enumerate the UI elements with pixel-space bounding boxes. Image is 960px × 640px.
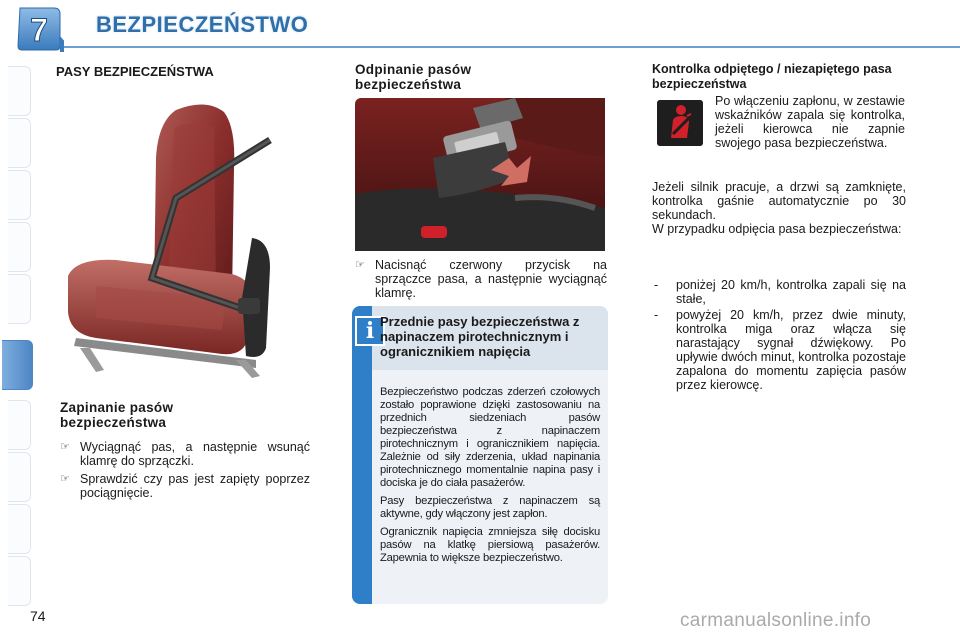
section-heading-warning-light: Kontrolka odpiętego / niezapiętego pasa bezpieczeństwa (652, 62, 892, 91)
list-item: ☞ Wyciągnąć pas, a następnie wsunąć klamrę do sprzączki. (60, 440, 310, 468)
info-paragraph: Pasy bezpieczeństwa z napinaczem są aktywne, gdy włączony jest zapłon. (380, 495, 600, 520)
seat-with-seatbelt-image (56, 98, 311, 382)
info-box-pretensioners (352, 306, 608, 604)
list-item: ☞ Nacisnąć czerwony przycisk na sprzączce pasa, a następnie wyciągnąć klamrę. (355, 258, 607, 300)
chapter-tab-1[interactable] (8, 66, 31, 116)
info-strip (352, 306, 372, 604)
chapter-tab-5[interactable] (8, 274, 31, 324)
warning-conditions (652, 278, 906, 394)
chapter-number: 7 (30, 12, 48, 48)
list-item: - powyżej 20 km/h, przez dwie minuty, kontrolka miga oraz włącza się narastający sygnał dźwiękowy. Po upływie dwóch minut, kontrolka pozostaje zapalona do momentu zapięcia pasów przez kierowcę. (654, 308, 906, 392)
info-box-title: Przednie pasy bezpieczeństwa z napinaczem pirotechnicznym i ogranicznikiem napięcia (380, 314, 580, 359)
watermark: carmanualsonline.info (680, 610, 872, 631)
chapter-tab-8[interactable] (8, 400, 31, 450)
info-box-body (380, 386, 600, 570)
pointing-hand-icon: ☞ (355, 259, 365, 271)
seatbelt-warning-light-icon (657, 100, 703, 146)
section-heading-seatbelts: PASY BEZPIECZEŃSTWA (56, 64, 214, 79)
warning-light-paragraph-1: Jeżeli silnik pracuje, a drzwi są zamknięte, kontrolka gaśnie automatycznie po 30 sekundach. (652, 180, 906, 222)
chapter-tab-3[interactable] (8, 170, 31, 220)
info-icon: i (355, 316, 385, 346)
chapter-badge (14, 6, 64, 52)
chapter-tabs (0, 60, 34, 580)
pointing-hand-icon: ☞ (60, 473, 70, 485)
chapter-tab-4[interactable] (8, 222, 31, 272)
fastening-steps (60, 440, 310, 504)
header-divider (40, 46, 960, 48)
list-item: ☞ Sprawdzić czy pas jest zapięty poprzez pociągnięcie. (60, 472, 310, 500)
list-item: - poniżej 20 km/h, kontrolka zapali się na stałe, (654, 278, 906, 306)
info-paragraph: Bezpieczeństwo podczas zderzeń czołowych zostało poprawione dzięki zastosowaniu na przednich siedzeniach pasów bezpieczeństwa z napinaczem pirotechnicznym i ogranicznikiem napięcia. Zależnie od siły zderzenia, układ napinania pirotechnicznego momentalnie napina pasy i dociska je do ciała pasażerów. (380, 386, 600, 489)
warning-light-paragraph-2: W przypadku odpięcia pasa bezpieczeństwa: (652, 222, 902, 236)
warning-light-intro: Po włączeniu zapłonu, w zestawie wskaźników zapala się kontrolka, jeżeli kierowca nie zapnie swojego pasa bezpieczeństwa. (715, 94, 905, 150)
chapter-tab-7-active[interactable] (2, 340, 33, 390)
subheading-unfastening: Odpinanie pasów bezpieczeństwa (355, 62, 472, 92)
chapter-title: BEZPIECZEŃSTWO (96, 12, 309, 37)
info-paragraph: Ogranicznik napięcia zmniejsza siłę docisku pasów na klatkę piersiową pasażerów. Zapewnia to większe bezpieczeństwo. (380, 526, 600, 564)
page-number: 74 (30, 608, 46, 624)
unfastening-steps (355, 258, 607, 304)
pointing-hand-icon: ☞ (60, 441, 70, 453)
subheading-fastening: Zapinanie pasów bezpieczeństwa (60, 400, 174, 430)
chapter-tab-11[interactable] (8, 556, 31, 606)
chapter-tab-2[interactable] (8, 118, 31, 168)
chapter-tab-10[interactable] (8, 504, 31, 554)
seatbelt-buckle-release-image (355, 98, 605, 251)
chapter-tab-9[interactable] (8, 452, 31, 502)
